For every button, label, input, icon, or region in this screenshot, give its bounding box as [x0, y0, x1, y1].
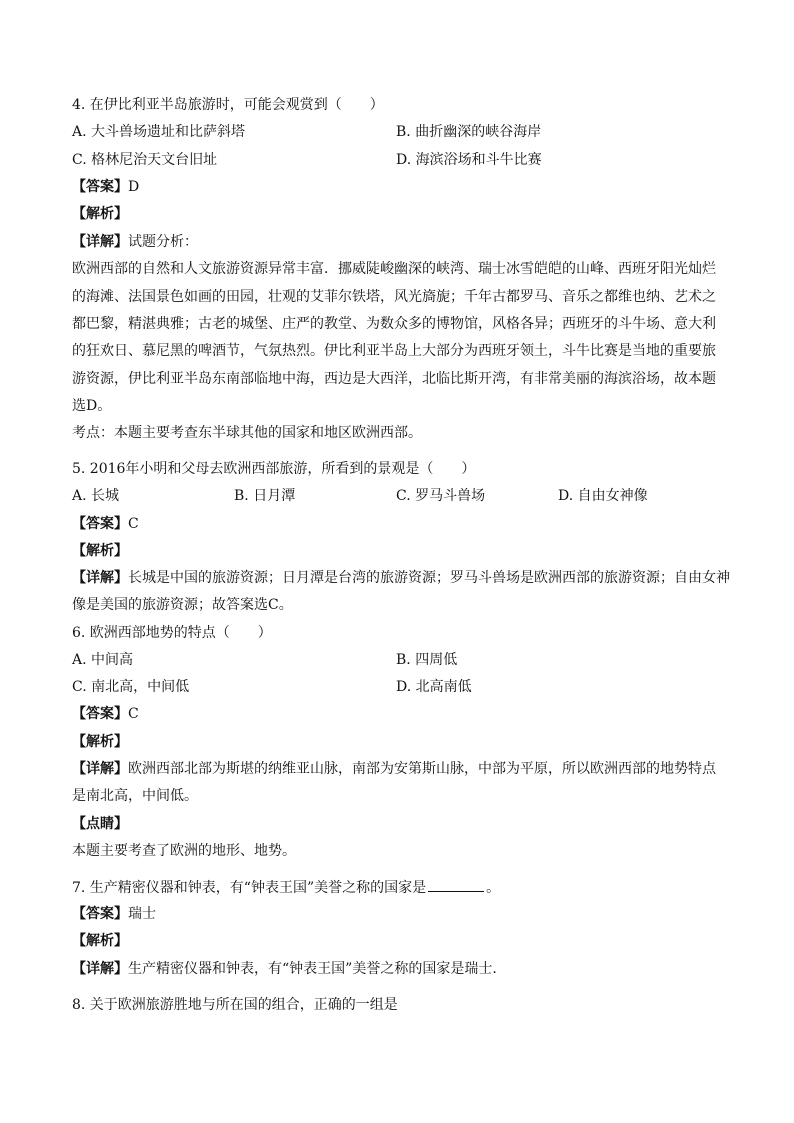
- q7-analysis-label: 【解析】: [72, 933, 128, 949]
- q5-stem: 5. 2016年小明和父母去欧洲西部旅游，所看到的景观是（ ）: [72, 461, 476, 477]
- detail-label: 【详解】: [72, 761, 128, 777]
- q5-detail-line: 像是美国的旅游资源；故答案选C。: [72, 597, 293, 613]
- q6-option-b: B. 四周低: [396, 652, 458, 668]
- detail-text: 长城是中国的旅游资源；日月潭是台湾的旅游资源；罗马斗兽场是欧洲西部的旅游资源；自由女神: [128, 570, 730, 586]
- q7-stem-end: 。: [486, 880, 501, 896]
- answer-label: 【答案】: [72, 706, 128, 722]
- q6-option-c: C. 南北高，中间低: [72, 679, 190, 695]
- answer-value: C: [128, 706, 139, 722]
- q4-detail-line: 的狂欢日、慕尼黑的啤酒节，气氛热烈。伊比利亚半岛上大部分为西班牙领土，斗牛比赛是当地的重要旅: [72, 343, 716, 359]
- q4-analysis-label: 【解析】: [72, 206, 128, 222]
- answer-label: 【答案】: [72, 179, 128, 195]
- q5-option-c: C. 罗马斗兽场: [396, 488, 486, 504]
- q4-detail-line: 都巴黎，精湛典雅；古老的城堡、庄严的教堂、为数众多的博物馆，风格各异；西班牙的斗牛场、意大利: [72, 316, 716, 332]
- q6-answer: [72, 704, 139, 724]
- fill-blank: [428, 877, 484, 892]
- q5-option-a: A. 长城: [72, 488, 120, 504]
- q4-option-d: D. 海滨浴场和斗牛比赛: [396, 152, 542, 168]
- q4-detail-line: 游资源，伊比利亚半岛东南部临地中海，西边是大西洋，北临比斯开湾，有非常美丽的海滨浴场，故本题: [72, 371, 716, 387]
- detail-label: 【详解】: [72, 961, 128, 977]
- q6-detail-line: [72, 759, 716, 779]
- q7-stem: [72, 877, 500, 898]
- q6-analysis-label: 【解析】: [72, 734, 128, 750]
- q5-option-d: D. 自由女神像: [558, 488, 648, 504]
- q6-dianjing: 本题主要考查了欧洲的地形、地势。: [72, 843, 296, 859]
- detail-intro-text: 试题分析：: [128, 234, 198, 250]
- answer-value: C: [128, 516, 139, 532]
- q5-analysis-label: 【解析】: [72, 543, 128, 559]
- q4-option-c: C. 格林尼治天文台旧址: [72, 152, 218, 168]
- answer-label: 【答案】: [72, 906, 128, 922]
- q4-stem: 4. 在伊比利亚半岛旅游时，可能会观赏到（ ）: [72, 97, 384, 113]
- detail-label: 【详解】: [72, 234, 128, 250]
- q5-answer: [72, 514, 139, 534]
- detail-text: 生产精密仪器和钟表，有“钟表王国”美誉之称的国家是瑞士.: [128, 961, 497, 977]
- detail-text: 欧洲西部北部为斯堪的纳维亚山脉，南部为安第斯山脉，中部为平原，所以欧洲西部的地势特点: [128, 761, 716, 777]
- q4-kaodian: 考点：本题主要考查东半球其他的国家和地区欧洲西部。: [72, 425, 422, 441]
- q4-option-a: A. 大斗兽场遗址和比萨斜塔: [72, 124, 246, 140]
- q6-option-a: A. 中间高: [72, 652, 134, 668]
- q6-option-d: D. 北高南低: [396, 679, 472, 695]
- q5-option-b: B. 日月潭: [234, 488, 296, 504]
- q8-stem: 8. 关于欧洲旅游胜地与所在国的组合，正确的一组是: [72, 997, 398, 1013]
- q4-option-b: B. 曲折幽深的峡谷海岸: [396, 124, 542, 140]
- answer-value: 瑞士: [128, 906, 156, 922]
- q7-answer: [72, 904, 156, 924]
- q4-detail-intro: [72, 232, 198, 252]
- q5-detail-line: [72, 568, 730, 588]
- q4-detail-line: 欧洲西部的自然和人文旅游资源异常丰富．挪威陡峻幽深的峡湾、瑞士冰雪皑皑的山峰、西班牙阳光灿烂: [72, 261, 716, 277]
- q7-detail-line: [72, 959, 497, 979]
- q4-answer: [72, 177, 139, 197]
- answer-value: D: [128, 179, 140, 195]
- q4-detail-line: 选D。: [72, 398, 112, 414]
- q7-stem-text: 7. 生产精密仪器和钟表，有“钟表王国”美誉之称的国家是: [72, 880, 427, 896]
- answer-label: 【答案】: [72, 516, 128, 532]
- q6-stem: 6. 欧洲西部地势的特点（ ）: [72, 625, 272, 641]
- q6-dianjing-label: 【点睛】: [72, 816, 128, 832]
- detail-label: 【详解】: [72, 570, 128, 586]
- q6-detail-line: 是南北高，中间低。: [72, 788, 198, 804]
- q4-detail-line: 的海滩、法国景色如画的田园，壮观的艾菲尔铁塔，风光旖旎；千年古都罗马、音乐之都维也纳、艺术之: [72, 289, 716, 305]
